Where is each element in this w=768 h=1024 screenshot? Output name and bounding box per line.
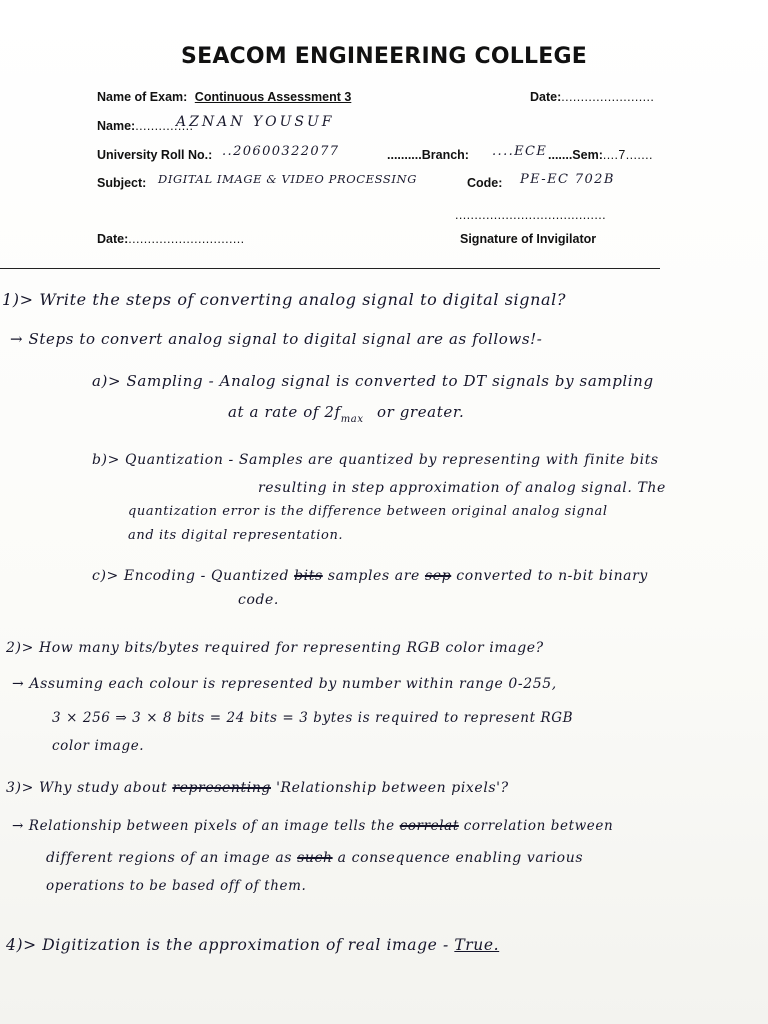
answer-2-line-2: 3 × 256 ⇒ 3 × 8 bits = 24 bits = 3 bytes is required to represent RGB: [52, 710, 574, 726]
date-label: Date:: [530, 90, 562, 104]
answer-3-text-1: → Relationship between pixels of an image tells the: [12, 818, 395, 834]
code-label: Code:: [467, 176, 503, 190]
answer-1-encoding-line-1: [92, 568, 648, 584]
roll-label: University Roll No.:: [97, 148, 213, 162]
name-label: Name:: [97, 119, 136, 133]
branch-value: ....ECE: [492, 144, 548, 159]
question-3-text-1: 3)> Why study about: [6, 780, 168, 796]
answer-3-line-1: [12, 818, 613, 834]
sem-value: ....7.......: [602, 148, 653, 162]
sem-label: .......Sem:: [548, 148, 603, 162]
answer-1-sampling-line-1: a)> Sampling - Analog signal is converted to DT signals by sampling: [92, 372, 654, 390]
answer-1-quantization-line-2: resulting in step approximation of analog signal. The: [258, 480, 666, 496]
encoding-strike-2: sep: [424, 568, 452, 584]
subject-field: [97, 176, 146, 190]
roll-number-value: ..20600322077: [222, 144, 340, 159]
answer-2-line-3: color image.: [52, 738, 145, 754]
branch-field: [387, 148, 469, 162]
answer-3-strike-1: correlat: [399, 818, 459, 834]
answer-3-strike-2: such: [297, 850, 333, 866]
question-3-text-2: 'Relationship between pixels'?: [276, 780, 509, 796]
signature-dots: .......................................: [455, 208, 607, 222]
subject-value: DIGITAL IMAGE & VIDEO PROCESSING: [158, 172, 417, 186]
invigilator-signature-label: Signature of Invigilator: [460, 232, 597, 246]
answer-3-text-4: a consequence enabling various: [337, 850, 584, 866]
question-1: 1)> Write the steps of converting analog signal to digital signal?: [2, 290, 567, 309]
encoding-strike-1: bits: [294, 568, 323, 584]
answer-1-encoding-line-2: code.: [238, 592, 279, 608]
code-field: [467, 176, 502, 190]
sampling-rate-subscript: max: [340, 414, 364, 425]
question-4-answer: True.: [454, 936, 500, 954]
date2-label: Date:: [97, 232, 129, 246]
answer-3-line-2: [46, 850, 583, 866]
answer-3-text-3: different regions of an image as: [46, 850, 293, 866]
date-field: [530, 90, 654, 104]
answer-3-line-3: operations to be based off of them.: [46, 878, 307, 894]
college-title: SEACOM ENGINEERING COLLEGE: [181, 44, 587, 69]
student-name-value: AZNAN YOUSUF: [176, 114, 335, 130]
answer-1-intro: → Steps to convert analog signal to digital signal are as follows!-: [10, 330, 543, 348]
answer-2-line-1: → Assuming each colour is represented by number within range 0-255,: [12, 676, 557, 692]
answer-1-quantization-line-3: quantization error is the difference between original analog signal: [128, 504, 608, 519]
question-3: [6, 780, 509, 796]
invigilator-signature-line: [455, 208, 606, 222]
question-4-text: 4)> Digitization is the approximation of real image -: [6, 936, 449, 954]
date-dots: ........................: [561, 90, 655, 104]
subject-label: Subject:: [97, 176, 147, 190]
answer-3-text-2: correlation between: [463, 818, 614, 834]
exam-label: Name of Exam:: [97, 90, 188, 104]
semester-field: [548, 148, 653, 162]
exam-value: Continuous Assessment 3: [194, 90, 352, 104]
roll-number-field: [97, 148, 212, 162]
name-dots: ...............: [135, 119, 194, 133]
encoding-text-2: samples are: [327, 568, 420, 584]
date2-dots: ..............................: [128, 232, 245, 246]
header-divider: [0, 268, 660, 269]
exam-name-field: [97, 90, 351, 104]
sampling-rate-end: or greater.: [376, 403, 465, 421]
question-4: [6, 936, 499, 954]
answer-1-quantization-line-4: and its digital representation.: [128, 528, 344, 543]
question-2: 2)> How many bits/bytes required for representing RGB color image?: [6, 640, 544, 656]
sampling-rate-text: at a rate of 2f: [228, 403, 341, 421]
answer-1-quantization-line-1: b)> Quantization - Samples are quantized by representing with finite bits: [92, 452, 659, 468]
date-field-2: [97, 232, 244, 246]
encoding-text-3: converted to n-bit binary: [456, 568, 648, 584]
encoding-text-1: c)> Encoding - Quantized: [92, 568, 290, 584]
answer-1-sampling-line-2: [228, 403, 464, 425]
branch-label: ..........Branch:: [387, 148, 469, 162]
question-3-strike: representing: [172, 780, 271, 796]
code-value: PE-EC 702B: [520, 172, 615, 187]
